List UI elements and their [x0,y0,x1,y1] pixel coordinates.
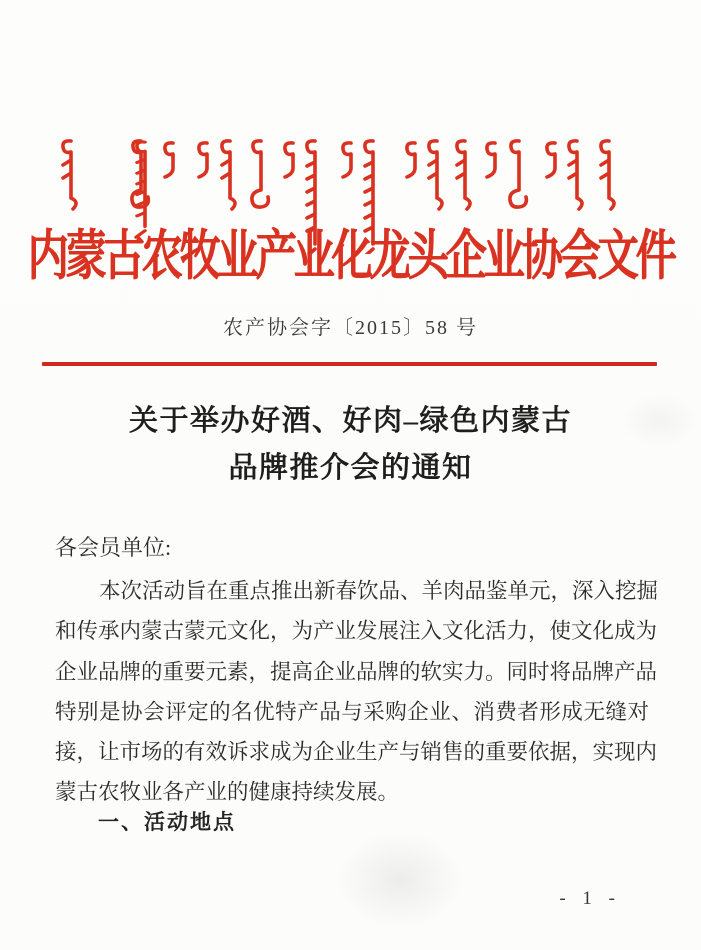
body-line: 蒙古农牧业各产业的健康持续发展。 [55,780,400,805]
body-line: 企业品牌的重要元素，提高企业品牌的软实力。同时将品牌产品 [55,659,658,684]
section-heading-activity-location: 一、活动地点 [98,811,236,834]
body-paragraph [55,571,659,813]
org-title: 内蒙古农牧业产业化龙头企业协会文件 [27,224,674,285]
salutation: 各会员单位: [55,535,172,560]
red-rule-divider [42,362,657,366]
notice-title-line2: 品牌推介会的通知 [228,452,473,484]
body-line: 和传承内蒙古蒙元文化，为产业发展注入文化活力，使文化成为 [55,619,658,644]
page-number: - 1 - [559,888,621,909]
body-line: 接，让市场的有效诉求成为企业生产与销售的重要依据，实现内 [55,740,658,765]
notice-title [0,398,701,492]
body-line: 特别是协会评定的名优特产品与采购企业、消费者形成无缝对 [55,699,649,724]
notice-title-line1: 关于举办好酒、好肉–绿色内蒙古 [128,405,572,437]
body-line: 本次活动旨在重点推出新春饮品、羊肉品鉴单元，深入挖掘 [99,579,659,603]
doc-number: 农产协会字〔2015〕58 号 [223,317,478,339]
